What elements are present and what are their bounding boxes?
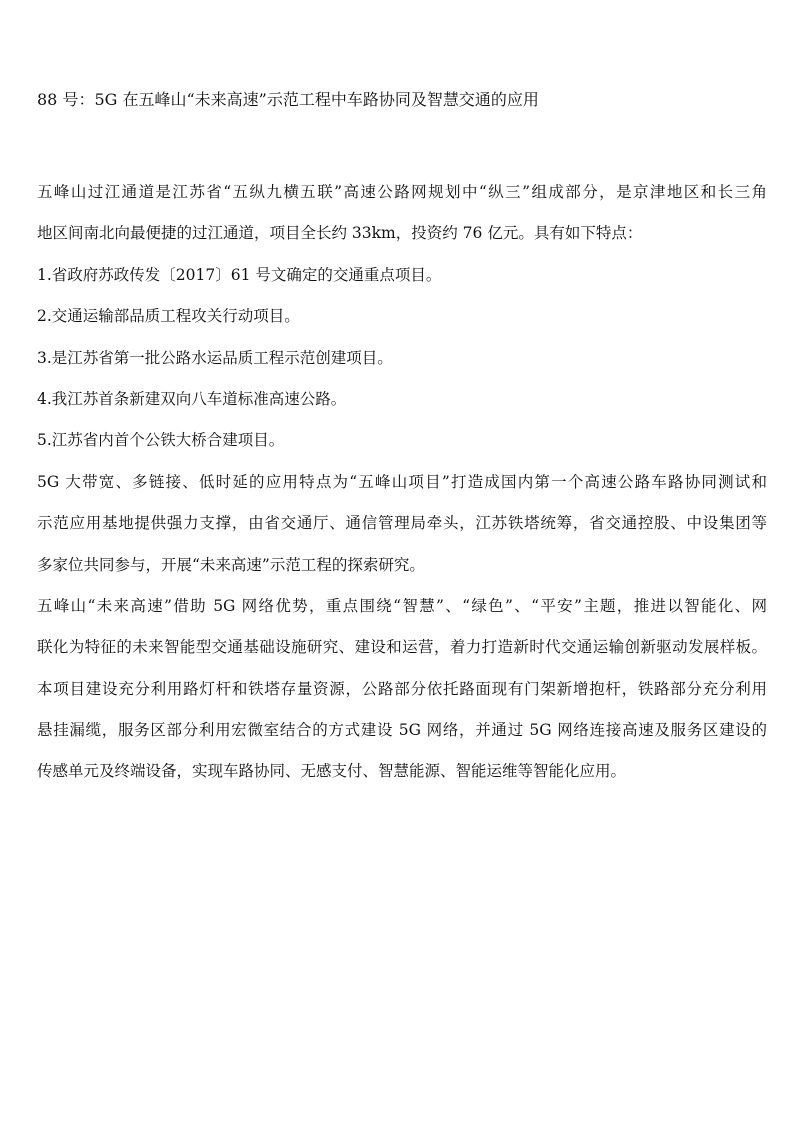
list-item: 5.江苏省内首个公铁大桥合建项目。 (37, 431, 285, 450)
body-line: 5G 大带宽、多链接、低时延的应用特点为“五峰山项目”打造成国内第一个高速公路车路协同测试和 (37, 472, 767, 491)
body-line: 联化为特征的未来智能型交通基础设施研究、建设和运营，着力打造新时代交通运输创新驱动发展样板。 (37, 638, 767, 657)
list-item: 2.交通运输部品质工程攻关行动项目。 (37, 307, 300, 326)
body-line: 传感单元及终端设备，实现车路协同、无感支付、智慧能源、智能运维等智能化应用。 (37, 762, 627, 781)
document-title: 88 号：5G 在五峰山“未来高速”示范工程中车路协同及智慧交通的应用 (37, 90, 539, 109)
body-line: 多家位共同参与，开展“未来高速”示范工程的探索研究。 (37, 555, 425, 574)
list-item: 4.我江苏首条新建双向八车道标准高速公路。 (37, 389, 347, 408)
list-item: 3.是江苏省第一批公路水运品质工程示范创建项目。 (37, 348, 393, 367)
body-line: 悬挂漏缆，服务区部分利用宏微室结合的方式建设 5G 网络，并通过 5G 网络连接高速及服务区建设的 (37, 721, 767, 740)
list-item: 1.省政府苏政传发〔2017〕61 号文确定的交通重点项目。 (37, 265, 442, 284)
body-line: 示范应用基地提供强力支撑，由省交通厅、通信管理局牵头，江苏铁塔统筹，省交通控股、中设集团等 (37, 514, 767, 533)
document-body (37, 172, 767, 793)
body-line: 五峰山过江通道是江苏省“五纵九横五联”高速公路网规划中“纵三”组成部分，是京津地区和长三角 (37, 183, 767, 201)
body-line: 五峰山“未来高速”借助 5G 网络优势，重点围绕“智慧”、“绿色”、“平安”主题，推进以智能化、网 (37, 596, 767, 615)
body-line: 地区间南北向最便捷的过江通道，项目全长约 33km，投资约 76 亿元。具有如下特点： (37, 224, 643, 243)
body-line: 本项目建设充分利用路灯杆和铁塔存量资源，公路部分依托路面现有门架新增抱杆，铁路部分充分利用 (37, 679, 767, 698)
